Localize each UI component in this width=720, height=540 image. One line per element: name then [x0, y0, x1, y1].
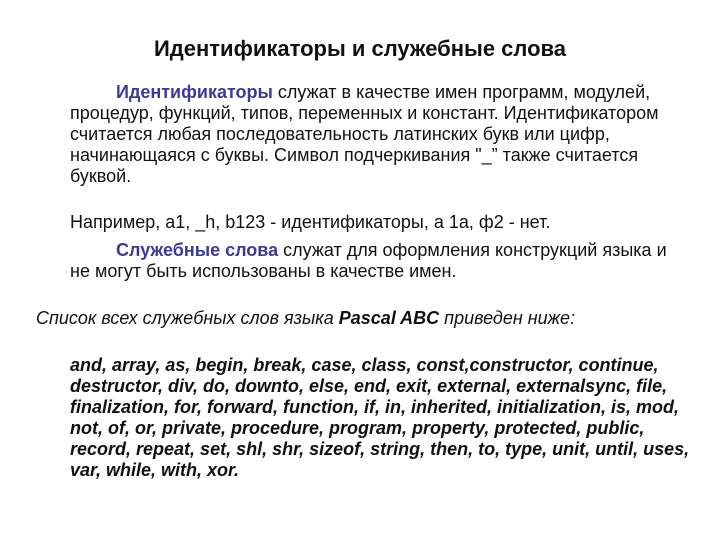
keywords-paragraph: [70, 240, 680, 282]
slide-title: Идентификаторы и служебные слова: [153, 36, 567, 61]
keyword-list-intro-end: приведен ниже:: [439, 308, 576, 328]
keyword-list: and, array, as, begin, break, case, class, const,constructor, continue, destructor, div, do, downto, else, end, exit, external, externalsync, file, finalization, for, forward, function, if, in, inherited, initialization, is, mod, not, of, or, private, procedure, program, property, protected, public, record, repeat, set, shl, shr, sizeof, string, then, to, type, unit, until, uses, var, while, with, xor.: [70, 355, 690, 480]
identifiers-term: Идентификаторы: [116, 82, 273, 102]
identifiers-paragraph: [70, 82, 680, 187]
keyword-list-intro: [36, 308, 676, 329]
keyword-list-intro-start: Список всех служебных слов языка: [36, 308, 339, 328]
keywords-term: Служебные слова: [116, 240, 279, 260]
keywords-description: служат для оформления конструкций языка и не могут быть использованы в качестве имен.: [70, 240, 667, 281]
language-name: Pascal ABC: [338, 308, 440, 328]
identifiers-example: Например, а1, _h, b123 - идентификаторы, а 1а, ф2 - нет.: [70, 212, 551, 232]
identifiers-description: служат в качестве имен программ, модулей, процедур, функций, типов, переменных и констант. Идентификатором считается любая последовательность латинских букв или цифр, начинающаяся с буквы. Символ подчеркивания "_” также считается буквой.: [70, 82, 659, 186]
